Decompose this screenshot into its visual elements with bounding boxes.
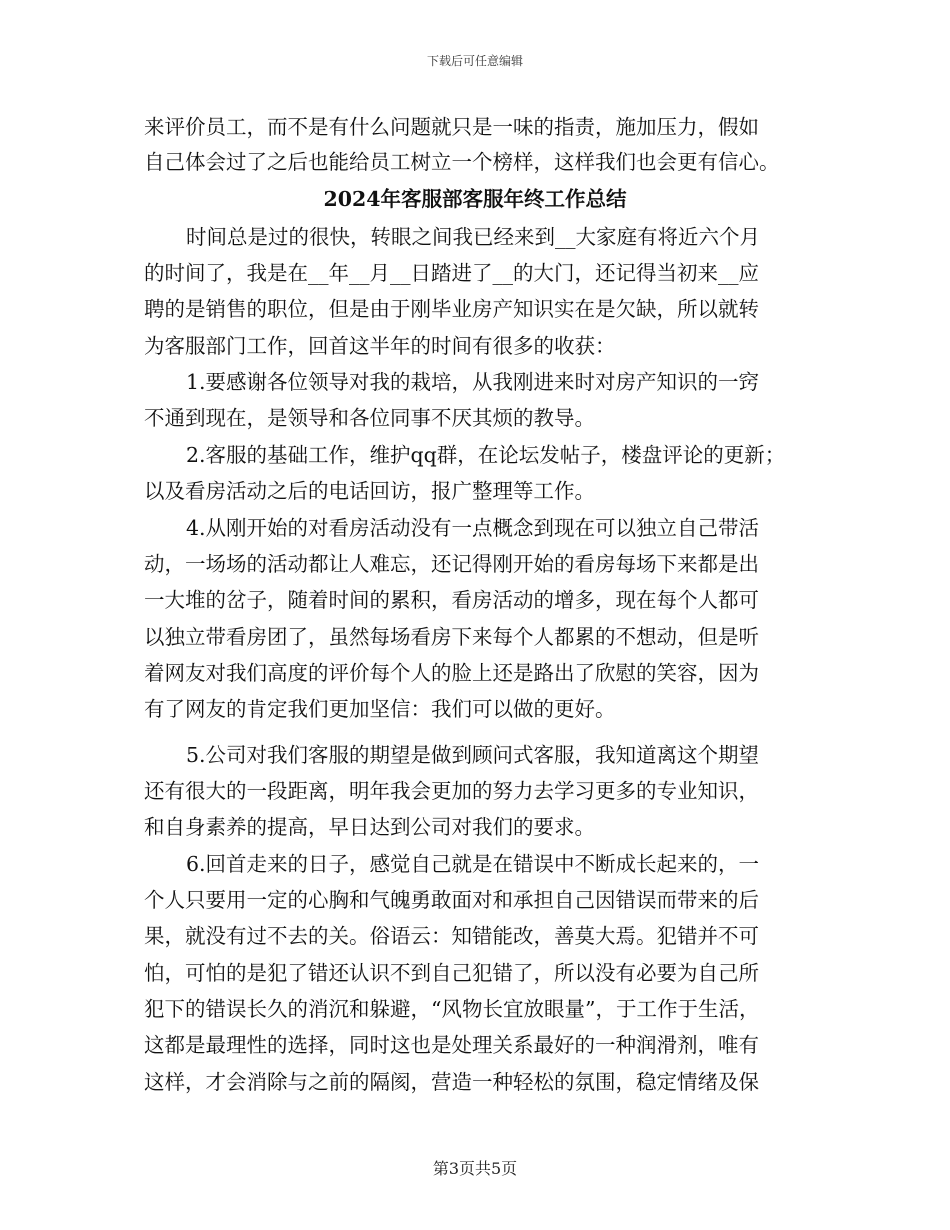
text-line: 这样，才会消除与之前的隔阂，营造一种轻松的氛围，稳定情绪及保	[144, 1070, 759, 1094]
text-line: 以独立带看房团了，虽然每场看房下来每个人都累的不想动，但是听	[144, 625, 759, 649]
text-line: 来评价员工，而不是有什么问题就只是一味的指责，施加压力，假如	[144, 115, 759, 139]
text-line: 自己体会过了之后也能给员工树立一个榜样，这样我们也会更有信心。	[144, 150, 780, 174]
document-title: 2024年客服部客服年终工作总结	[323, 187, 627, 211]
text-line: 动，一场场的活动都让人难忘，还记得刚开始的看房每场下来都是出	[144, 552, 759, 576]
text-line: 一大堆的岔子，随着时间的累积，看房活动的增多，现在每个人都可	[144, 588, 759, 612]
text-line: 还有很大的一段距离，明年我会更加的努力去学习更多的专业知识，	[144, 779, 759, 803]
text-line: 1.要感谢各位领导对我的栽培，从我刚进来时对房产知识的一窍	[186, 370, 760, 394]
text-line: 6.回首走来的日子，感觉自己就是在错误中不断成长起来的，一	[186, 852, 760, 876]
text-line: 以及看房活动之后的电话回访，报广整理等工作。	[144, 479, 595, 503]
text-line: 有了网友的肯定我们更加坚信：我们可以做的更好。	[144, 697, 616, 721]
text-line: 怕，可怕的是犯了错还认识不到自己犯错了，所以没有必要为自己所	[144, 961, 759, 985]
text-line: 犯下的错误长久的消沉和躲避，“风物长宜放眼量”，于工作于生活，	[144, 997, 760, 1021]
header-note: 下载后可任意编辑	[426, 54, 523, 68]
text-line: 聘的是销售的职位，但是由于刚毕业房产知识实在是欠缺，所以就转	[144, 297, 759, 321]
text-line: 果，就没有过不去的关。俗语云：知错能改，善莫大焉。犯错并不可	[144, 924, 759, 948]
text-line: 2.客服的基础工作，维护qq群，在论坛发帖子，楼盘评论的更新；	[186, 443, 786, 467]
text-line: 这都是最理性的选择，同时这也是处理关系最好的一种润滑剂，唯有	[144, 1033, 759, 1057]
text-line: 着网友对我们高度的评价每个人的脸上还是路出了欣慰的笑容，因为	[144, 661, 759, 685]
text-line: 为客服部门工作，回首这半年的时间有很多的收获：	[144, 334, 616, 358]
text-line: 的时间了，我是在__年__月__日踏进了__的大门，还记得当初来__应	[144, 261, 759, 285]
text-line: 时间总是过的很快，转眼之间我已经来到__大家庭有将近六个月	[186, 225, 760, 249]
text-line: 不通到现在，是领导和各位同事不厌其烦的教导。	[144, 406, 595, 430]
text-line: 和自身素养的提高，早日达到公司对我们的要求。	[144, 815, 595, 839]
text-line: 4.从刚开始的对看房活动没有一点概念到现在可以独立自己带活	[186, 516, 760, 540]
text-line: 个人只要用一定的心胸和气魄勇敢面对和承担自己因错误而带来的后	[144, 888, 759, 912]
page-footer: 第3页共5页	[432, 1159, 518, 1178]
text-line: 5.公司对我们客服的期望是做到顾问式客服，我知道离这个期望	[186, 743, 760, 767]
